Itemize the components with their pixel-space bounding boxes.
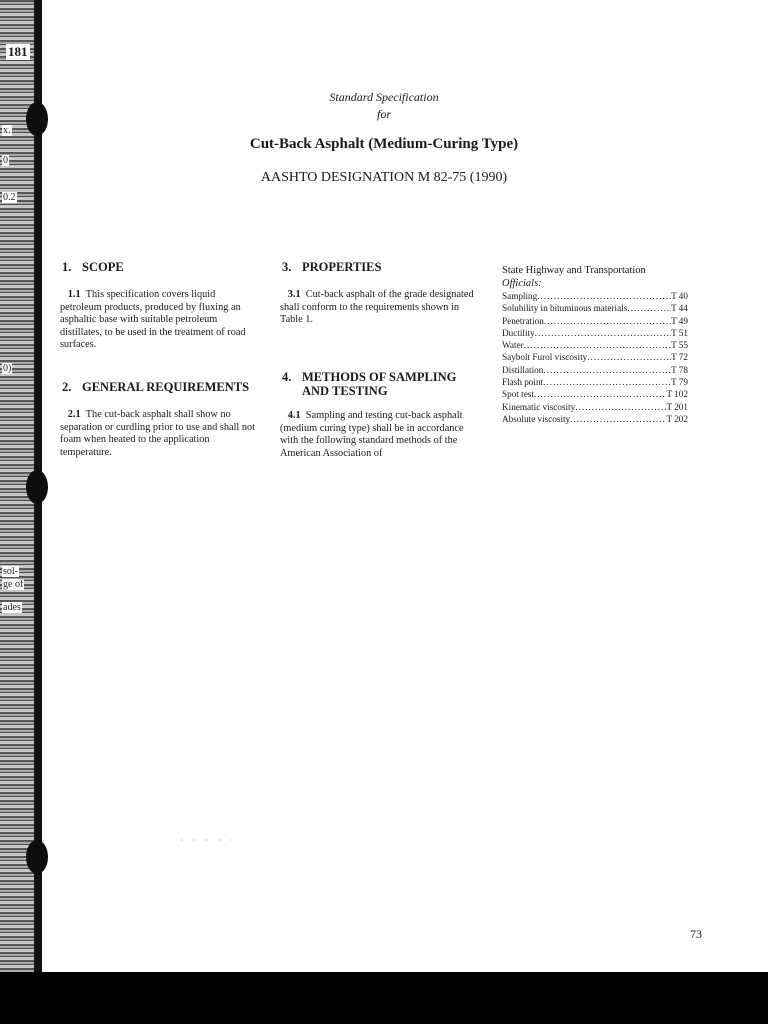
leader-dots: [537, 290, 671, 302]
section-number: 1.: [62, 260, 72, 274]
edge-text-fragment: 0.2: [3, 192, 16, 203]
test-method-code: T 202: [666, 413, 688, 424]
test-method-name: Kinematic viscosity: [502, 401, 576, 412]
section-title: PROPERTIES: [302, 260, 382, 274]
section-properties-heading: [282, 260, 381, 274]
leader-dots: [534, 388, 667, 400]
scope-paragraph: [60, 289, 252, 352]
test-method-row: [502, 327, 688, 339]
test-method-code: T 102: [666, 389, 688, 400]
test-method-name: Solubility in bituminous materials: [502, 303, 628, 314]
test-method-name: Penetration: [502, 315, 544, 326]
section-number: 2.: [62, 380, 72, 394]
test-method-row: [502, 413, 688, 425]
test-method-row: [502, 315, 688, 327]
edge-text-fragment: ge of: [3, 579, 24, 590]
test-method-name: Flash point: [502, 377, 544, 388]
leader-dots: [627, 302, 671, 314]
leader-dots: [543, 364, 671, 376]
section-title: GENERAL REQUIREMENTS: [82, 380, 250, 394]
section-number: 4.: [282, 370, 292, 384]
test-method-code: T 79: [671, 377, 688, 388]
paragraph-number: 4.1: [287, 410, 301, 421]
test-method-code: T 78: [671, 364, 688, 375]
paragraph-text: The cut-back asphalt shall show no separation or curdling prior to use and shall not foam when heated to the application temperature.: [60, 409, 256, 458]
paragraph-number: 2.1: [67, 409, 81, 420]
scan-bottom-shadow: [0, 972, 768, 1024]
scan-speck: · · · · ·: [180, 836, 238, 845]
officials-label: Officials:: [502, 278, 542, 289]
paragraph-number: 3.1: [287, 289, 301, 300]
leader-dots: [575, 401, 666, 413]
test-method-code: T 40: [671, 291, 688, 301]
methods-paragraph: [280, 410, 474, 460]
paragraph-text: Sampling and testing cut-back asphalt (medium curing type) shall be in accordance with the following standard methods of the American Association of: [280, 410, 464, 459]
leader-dots: [587, 351, 671, 363]
edge-page-fragment: 181: [8, 44, 28, 59]
binding-hole: [26, 840, 48, 874]
binding-hole: [26, 470, 48, 504]
section-scope-heading: [62, 260, 124, 274]
properties-paragraph: [280, 289, 474, 327]
test-method-row: [502, 401, 688, 413]
test-method-code: T 201: [666, 401, 688, 412]
paragraph-text: This specification covers liquid petroleum products, produced by fluxing an asphaltic base with suitable petroleum distillates, to be used in the treatment of road surfaces.: [60, 289, 246, 350]
section-number: 3.: [282, 260, 292, 274]
test-method-code: T 55: [671, 340, 688, 351]
test-method-name: Distillation: [502, 364, 544, 375]
test-method-name: Spot test: [502, 389, 534, 400]
leader-dots: [543, 376, 671, 388]
test-method-row: [502, 339, 688, 351]
test-method-row: [502, 351, 688, 363]
test-method-name: Water: [502, 340, 524, 351]
general-paragraph: [60, 409, 256, 459]
leader-dots: [544, 315, 671, 327]
test-method-name: Ductility: [502, 327, 535, 338]
section-methods-heading: [282, 370, 456, 398]
test-methods-list: [502, 290, 688, 425]
document-title: Cut-Back Asphalt (Medium-Curing Type): [249, 136, 519, 152]
test-method-name: Sampling: [502, 291, 538, 301]
leader-dots: [535, 327, 671, 339]
section-title: SCOPE: [82, 260, 124, 274]
test-method-row: [502, 388, 688, 400]
section-title: METHODS OF SAMPLING: [302, 370, 457, 384]
edge-text-fragment: sol-: [3, 566, 18, 577]
test-method-row: [502, 290, 688, 302]
test-method-code: T 51: [671, 327, 688, 338]
section-title-line2: AND TESTING: [302, 384, 388, 398]
leader-dots: [570, 413, 666, 425]
leader-dots: [524, 339, 671, 351]
test-method-code: T 72: [671, 352, 688, 363]
methods-intro: [502, 264, 646, 290]
test-method-row: [502, 364, 688, 376]
test-method-code: T 44: [671, 303, 688, 314]
paragraph-number: 1.1: [67, 289, 81, 300]
methods-intro-text: State Highway and Transportation: [502, 265, 646, 276]
test-method-name: Absolute viscosity: [502, 413, 571, 424]
edge-text-fragment: 0): [3, 363, 12, 374]
edge-text-fragment: 0: [3, 155, 8, 166]
test-method-name: Saybolt Furol viscosity: [502, 352, 588, 363]
test-method-row: [502, 376, 688, 388]
spec-label: Standard Specification: [329, 90, 439, 104]
test-method-code: T 49: [671, 315, 688, 326]
test-method-row: [502, 302, 688, 314]
edge-text-fragment: ades: [3, 602, 21, 613]
section-general-heading: [62, 380, 249, 394]
page-number: 73: [690, 927, 702, 941]
paragraph-text: Cut-back asphalt of the grade designated shall conform to the requirements shown in Table 1.: [280, 289, 474, 325]
aashto-designation: AASHTO DESIGNATION M 82-75 (1990): [260, 170, 508, 185]
edge-text-fragment: x.: [3, 125, 11, 136]
for-label: for: [376, 107, 391, 121]
